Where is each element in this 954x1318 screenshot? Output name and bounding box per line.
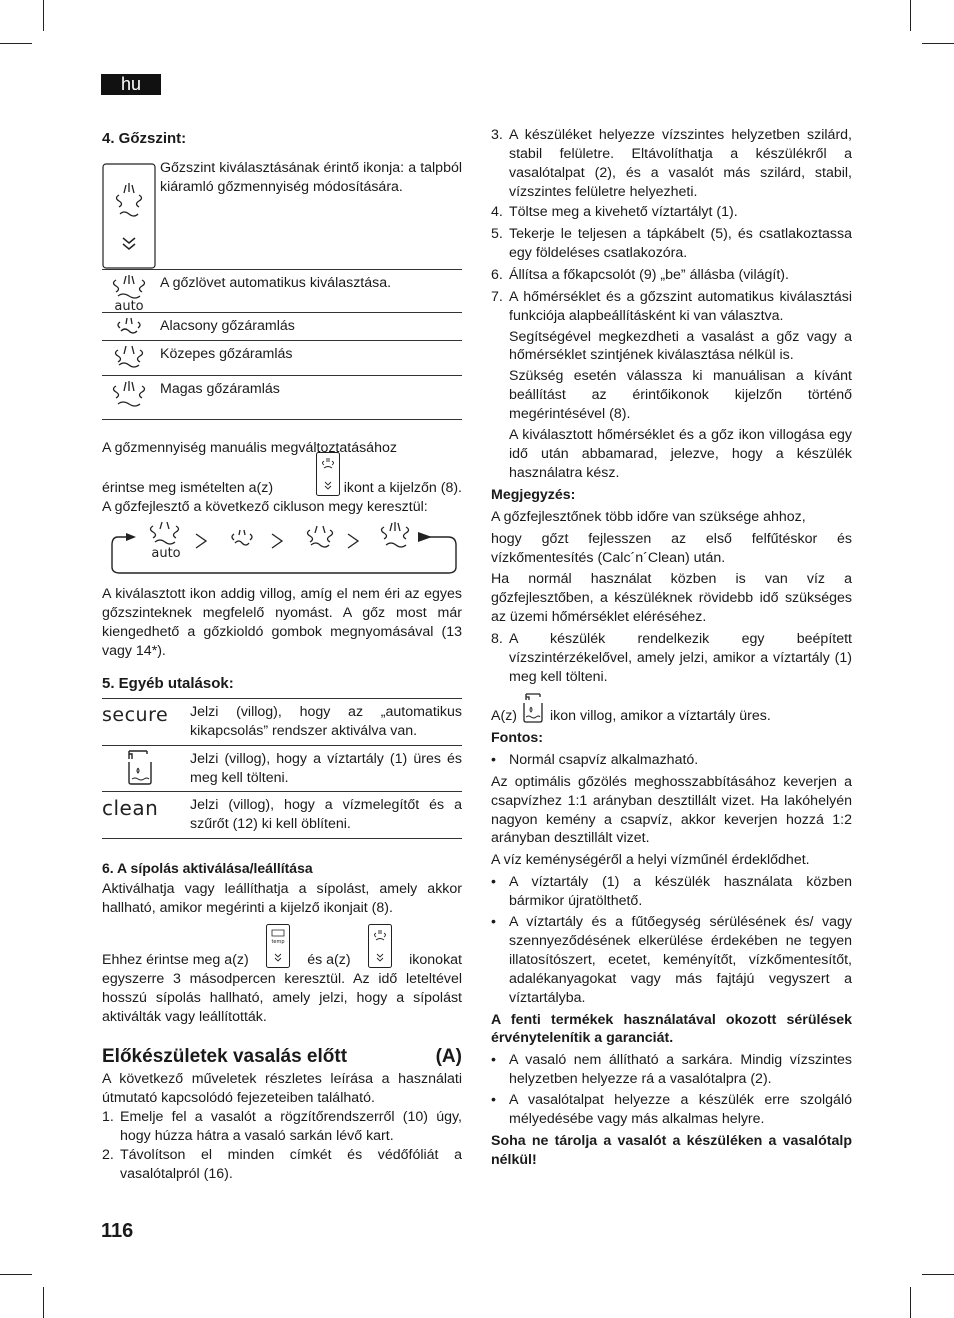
step-number: 4. xyxy=(491,204,503,221)
clean-icon-cell xyxy=(102,792,190,839)
note-line-2: hogy gőzt fejlesszen az első felfűtéskor és vízkőmentesítés (Calc´n´Clean) után. xyxy=(491,530,852,566)
manual-steam-line xyxy=(102,452,462,498)
tank-text: Jelzi (villog), hogy a víztartály (1) üres és meg kell tölteni. xyxy=(190,751,462,786)
beep-pre: Ehhez érintse meg a(z) xyxy=(102,952,249,968)
crop-mark xyxy=(922,1274,954,1275)
pressure-text: A kiválasztott ikon addig villog, amíg el nem éri az egyes gőzszinteknek megfelelő nyomást. A gőz most már kiengedhető a gőzkioldó gombok megnyomásával (13 vagy 14*). xyxy=(102,586,462,659)
iron-bullets xyxy=(491,1051,852,1129)
list-item xyxy=(491,751,852,770)
steam-medium-icon-cell xyxy=(102,341,160,376)
steam-selector-icon xyxy=(102,163,156,269)
list-item xyxy=(491,913,852,1008)
clean-text: Jelzi (villog), hogy a vízmelegítőt és a szűrőt (12) ki kell öblíteni. xyxy=(190,797,462,832)
steam-auto-icon xyxy=(102,274,156,312)
language-tag: hu xyxy=(101,74,161,95)
step-text: A készülék rendelkezik egy beépített vízszintérzékelővel, amely jelzi, amikor a víztartály (1) meg kell tölteni. xyxy=(509,631,852,685)
prep-steps-left xyxy=(102,1108,462,1184)
steam-button-inline xyxy=(320,452,462,498)
step7-detail-1: Segítségével megkezdheti a vasalást a gőz vagy a hőmérséklet szintjének kiválasztása nélkül is. xyxy=(509,328,852,364)
beep-text: Aktiválhatja vagy leállíthatja a sípolást, amely akkor hallható, amikor megérinti a kijelző ikonjait (8). xyxy=(102,881,462,916)
steam-medium-icon xyxy=(102,345,156,371)
tank-post: ikon villog, amikor a víztartály üres. xyxy=(550,707,771,724)
cycle-intro-text: A gőzfejlesztő a következő cikluson megy keresztül: xyxy=(102,499,428,515)
crop-mark xyxy=(43,1287,44,1318)
steam-auto-text: A gőzlövet automatikus kiválasztása. xyxy=(160,275,392,291)
auto-label: auto xyxy=(114,299,144,312)
secure-text: Jelzi (villog), hogy az „automatikus kikapcsolás” rendszer aktiválva van. xyxy=(190,704,462,739)
prep-title xyxy=(102,1047,462,1066)
bullet-text: A víztartály (1) a készülék használata közben bármikor újratölthető. xyxy=(509,874,852,910)
step-text: Tekerje le teljesen a tápkábelt (5), és csatlakoztassa egy földeléses csatlakozóra. xyxy=(509,226,852,261)
step-number: 6. xyxy=(491,266,503,283)
beep-post: ikonokat xyxy=(409,952,462,968)
section-4-title: 4. Gőzszint: xyxy=(102,130,187,147)
prep-title-tag: (A) xyxy=(435,1046,462,1067)
list-item xyxy=(102,1108,462,1146)
list-item xyxy=(491,266,852,285)
left-column xyxy=(102,126,462,1184)
steam-button-icon-2 xyxy=(368,924,392,968)
step-8 xyxy=(491,630,852,687)
list-item xyxy=(491,873,852,911)
list-item xyxy=(102,1146,462,1184)
tank-line xyxy=(491,693,852,726)
manual-steam-post: ikont a kijelzőn (8). xyxy=(343,480,462,496)
manual-steam-pre: érintse meg ismételten a(z) xyxy=(102,480,274,496)
bullet-text: A vasaló nem állítható a sarkára. Mindig vízszintes helyzetben helyezze rá a vasalótalpra (2). xyxy=(509,1052,852,1088)
steam-selector-text: Gőzszint kiválasztásának érintő ikonja: a talpból kiáramló gőzmennyiség módosítására. xyxy=(160,160,462,195)
tank-pre: A(z) xyxy=(491,707,518,724)
other-indications-table xyxy=(102,698,462,839)
mixing-text: Az optimális gőzölés meghosszabbításához keverjen a csapvízhez 1:1 arányban desztillált vizet. Ha lakóhelyén nagyon kemény a csapvíz, akkor keverjen hozzá 1:2 arányban desztillált vizet. xyxy=(491,773,852,847)
step-number: 3. xyxy=(491,127,503,143)
step7-detail-2: Szükség esetén válassza ki manuálisan a kívánt beállítást az érintőikonok kijelzőn történő megérintésével (8). xyxy=(509,368,852,423)
step-text: Töltse meg a kivehető víztartályt (1). xyxy=(509,204,738,221)
important-list xyxy=(491,751,852,770)
secure-icon-cell xyxy=(102,699,190,746)
steam-low-text: Alacsony gőzáramlás xyxy=(160,318,295,334)
hardness-text: A víz keménységéről a helyi vízműnél érdeklődhet. xyxy=(491,852,810,869)
beep-mid: és a(z) xyxy=(307,952,351,968)
prep-intro: A következő műveletek részletes leírása a használati útmutató kapcsolódó fejezeteiben található. xyxy=(102,1071,462,1106)
steam-low-icon-cell xyxy=(102,313,160,341)
temp-button-icon xyxy=(266,924,290,968)
step-text: A hőmérséklet és a gőzszint automatikus kiválasztási funkciója alapbeállításként ki van választva. xyxy=(509,288,852,324)
note-line-3: Ha normál használat közben is van víz a gőzfejlesztőben, a készüléknek rövidebb idő szükséges az üzemi hőmérséklet eléréséhez. xyxy=(491,571,852,626)
beep-text-2: egyszerre 3 másodpercen keresztül. Az idő leteltével hosszú sípolás hallható, amely jelzi, hogy a sípolást aktiválták vagy leállították. xyxy=(102,971,462,1025)
step-number: 7. xyxy=(491,288,503,305)
list-item xyxy=(491,630,852,687)
list-item xyxy=(491,203,852,222)
warranty-warning: A fenti termékek használatával okozott sérülések érvénytelenítik a garanciát. xyxy=(491,1011,852,1047)
step7-detail-3: A kiválasztott hőmérséklet és a gőz ikon villogása egy idő után abbamarad, jelezve, hogy a készülék használatra kész. xyxy=(509,427,852,481)
bullet-text: Normál csapvíz alkalmazható. xyxy=(509,751,699,768)
crop-mark xyxy=(910,0,911,31)
bullet-text: A vasalótalpat helyezze a készülék erre szolgáló mélyedésébe vagy más alkalmas helyre. xyxy=(509,1092,852,1128)
list-item xyxy=(491,126,852,202)
page-number: 116 xyxy=(101,1220,134,1242)
water-tank-icon-inline xyxy=(520,693,546,723)
steam-medium-text: Közepes gőzáramlás xyxy=(160,346,293,362)
section-6-title: 6. A sípolás aktiválása/leállítása xyxy=(102,860,313,876)
list-item xyxy=(491,288,852,326)
list-item xyxy=(491,225,852,263)
bullet: • xyxy=(491,1052,496,1069)
crop-mark xyxy=(43,0,44,31)
tank-bullets xyxy=(491,873,852,1007)
list-item xyxy=(491,1091,852,1129)
clean-word: clean xyxy=(102,796,159,820)
step-text: Állítsa a főkapcsolót (9) „be” állásba (világít). xyxy=(509,266,789,283)
prep-title-text: Előkészületek vasalás előtt xyxy=(102,1046,348,1067)
prep-steps-right xyxy=(491,126,852,326)
steam-auto-icon-cell xyxy=(102,270,160,313)
water-tank-icon xyxy=(102,750,162,786)
steam-high-icon xyxy=(102,380,156,414)
secure-word: secure xyxy=(102,704,169,726)
steam-level-table xyxy=(102,157,462,420)
note-title: Megjegyzés: xyxy=(491,486,576,503)
step-number: 2. xyxy=(102,1147,114,1163)
storage-warning: Soha ne tárolja a vasalót a készüléken a vasalótalp nélkül! xyxy=(491,1133,852,1168)
crop-mark xyxy=(0,1274,32,1275)
right-column xyxy=(491,126,852,1170)
step-text: Távolítson el minden címkét és védőfóliát a vasalótalpról (16). xyxy=(120,1147,462,1182)
bullet: • xyxy=(491,914,496,931)
note-line-1: A gőzfejlesztőnek több időre van szüksége ahhoz, xyxy=(491,508,806,525)
steam-button-icon xyxy=(316,452,340,496)
steam-low-icon xyxy=(102,317,156,337)
bullet: • xyxy=(491,874,496,891)
step-number: 8. xyxy=(491,631,503,648)
crop-mark xyxy=(0,43,32,44)
cycle-auto-label: auto xyxy=(151,546,181,561)
section-5-title: 5. Egyéb utalások: xyxy=(102,675,234,692)
steam-cycle-diagram xyxy=(104,521,464,579)
tank-icon-cell xyxy=(102,746,190,792)
crop-mark xyxy=(922,43,954,44)
steam-selector-icon-cell xyxy=(102,157,160,270)
manual-steam-text: A gőzmennyiség manuális megváltoztatásához xyxy=(102,440,397,456)
step-number: 5. xyxy=(491,226,503,243)
bullet: • xyxy=(491,1092,496,1109)
bullet: • xyxy=(491,751,496,768)
important-title: Fontos: xyxy=(491,729,544,746)
list-item xyxy=(491,1051,852,1089)
step-text: A készüléket helyezze vízszintes helyzetben szilárd, stabil felületre. Eltávolíthatja a készülékről a vasalótalpat (2), és a vasalót más szilárd, stabil, vízszintes felületre helyezheti. xyxy=(509,127,852,200)
step-number: 1. xyxy=(102,1109,114,1125)
step-text: Emelje fel a vasalót a rögzítőrendszerről (10) úgy, hogy húzza hátra a vasaló sarkán lévő kart. xyxy=(120,1109,462,1144)
beep-line xyxy=(102,924,462,970)
bullet-text: A víztartály és a fűtőegység sérülésének és/ vagy szennyeződésének elkerülése érdekében ne tegyen illatosítószert, ecetet, keményítőt, vízkőmentesítőt, adalékanyagokat vagy más fajtájú vegyszert a víztartályba. xyxy=(509,914,852,1006)
steam-high-icon-cell xyxy=(102,376,160,420)
temp-label: temp xyxy=(271,939,285,945)
steam-high-text: Magas gőzáramlás xyxy=(160,381,280,397)
crop-mark xyxy=(910,1287,911,1318)
